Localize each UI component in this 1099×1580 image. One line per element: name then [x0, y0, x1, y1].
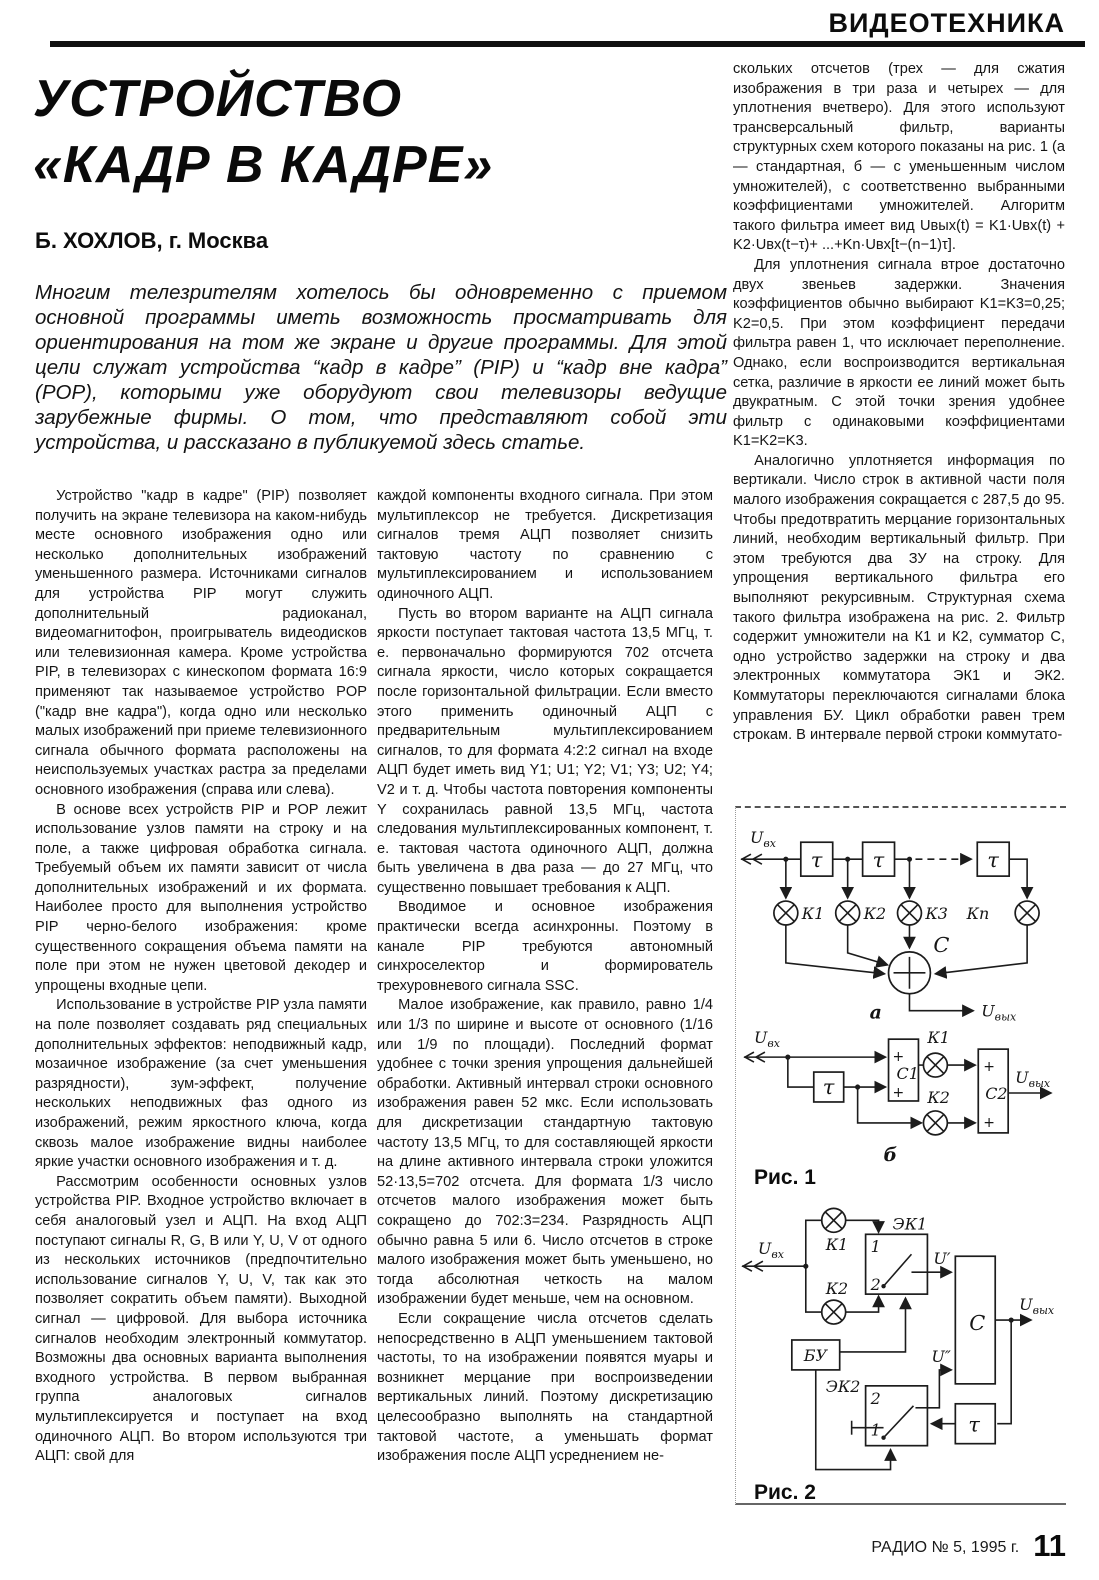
paragraph: Пусть во втором варианте на АЦП сигнала яркости поступает тактовая частота 13,5 МГц, т. е. первоначально формируются 702 отсчета сигнала яркости, число которых сокращается после горизонтальной фильтрации. Если вместо этого применить одиночный АЦП с предварительным мультиплексированием сигналов, то для формата 4:2:2 сигнал на входе АЦП будет иметь вид Y1; U1; Y2; V1; Y3; U2; Y4; V2 и т. д. Чтобы частота повторения компоненты Y сохранилась равной 13,5 МГц, частота следования мультиплексированных компонент, т. е. тактовая частота одиночного АЦП, должна быть увеличена в два раза — до 27 МГц, что существенно повышает требования к АЦП.: [377, 605, 713, 896]
footer-page-number: 11: [1033, 1528, 1066, 1563]
ek2-label: ЭК2: [825, 1376, 861, 1396]
paragraph: скольких отсчетов (трех — для сжатия изображения в три раза и четырех — для уплотнения вчетверо). Для этого используют трансверсальный фильтр, варианты структурных схем которого показаны на рис. 1 (а — стандартная, б — с уменьшенным числом умножителей), с соответственно выбранными коэффициентами умножителей. Алгоритм такого фильтра имеет вид Uвых(t) = K1·Uвх(t) + K2·Uвх(t−τ)+ ...+Kn·Uвх[t−(n−1)τ].: [733, 61, 1065, 254]
svg-text:+: +: [892, 1049, 905, 1066]
k1-label: К1: [801, 903, 825, 923]
ek1-label: ЭК1: [892, 1214, 928, 1234]
pivot-dot: [881, 1435, 885, 1439]
article-author: Б. ХОХЛОВ, г. Москва: [35, 228, 269, 253]
k1-label: К1: [825, 1235, 849, 1255]
header-rule: [50, 41, 1085, 47]
output-wire: [909, 994, 973, 1011]
input-wires: [742, 1220, 822, 1312]
summator-2: [978, 1049, 1051, 1133]
contact-1-label: 1: [870, 1237, 881, 1257]
ek2-switch: [826, 1377, 928, 1446]
fig1a-diagram: [736, 813, 1067, 1023]
switch-arm: [884, 1254, 912, 1286]
fig2-diagram: [736, 1192, 1067, 1480]
fig1-caption: Рис. 1: [754, 1166, 816, 1189]
column-2: [377, 487, 713, 1467]
sum-label: С: [969, 1311, 986, 1336]
summator-1: [889, 1039, 919, 1101]
svg-text:+: +: [983, 1114, 995, 1131]
u-dprime-label: U″: [931, 1346, 951, 1366]
switch-arm: [884, 1406, 914, 1438]
paragraph: Малое изображение, как правило, равно 1/4 или 1/3 по ширине и высоте от основного (1/16 или 1/9 по площади). Последний формат удобнее с точки зрения упрощения дальнейшей обработки. Активный интервал строки основного изображения равен 52 мкс. Если использовать для дискретизации стандартную тактовую частоту 13,5 МГц, то для составляющей яркости на длине активного интервала строки уложится 52·13,5=702 отсчета. Для формата 1/3 число отсчетов малого изображения может быть сокращено до 702:3=234. Разрядность АЦП обычно равна 5 или 6. Число отсчетов в строке малого изображения может быть уменьшено, но тогда абсолютная четкость на малом изображении будет меньше, чем на основном.: [377, 997, 713, 1308]
summator: [955, 1256, 995, 1384]
u-in-label: $U_{вх}$: [749, 828, 776, 851]
section-header: ВИДЕОТЕХНИКА: [828, 8, 1065, 38]
delay-chain: [801, 842, 1027, 898]
paragraph: Если сокращение числа отсчетов сделать непосредственно в АЦП уменьшением тактовой частоты, то на изображении появятся муары и возникнет мерцание при воспроизведении вертикальных линий. Поэтому дискретизацию целесообразно выполнять на стандартной тактовой частоте, а уменьшать формат изображения после АЦП усреднением не-: [377, 1310, 713, 1465]
column-1: [35, 487, 367, 1467]
column-3: [733, 60, 1065, 746]
u-out-label: $U_{вых}$: [1019, 1295, 1055, 1318]
tau-label: τ: [968, 1412, 980, 1437]
k2-label: К2: [927, 1087, 950, 1107]
article-title-line1: УСТРОЙСТВО: [33, 70, 403, 128]
contact-2-label: 2: [870, 1275, 881, 1295]
u-out-label: $U_{вых}$: [1015, 1068, 1051, 1091]
kn-label: Кn: [966, 903, 990, 923]
u-in-label: $U_{вх}$: [753, 1028, 780, 1051]
article-lead: Многим телезрителям хотелось бы одновременно с приемом основной программы иметь возможность просматривать для ориентирования на том же экране и другие программы. Для этой цели служат устройства “кадр в кадре” (PIP) и “кадр вне кадра” (POP), которыми уже оборудуют свои телевизоры ведущие зарубежные фирмы. О том, что представляют собой эти устройства, и рассказано в публикуемой здесь статье.: [35, 281, 727, 454]
k1-multiplier: [918, 1028, 975, 1077]
k2-multiplier: [923, 1088, 975, 1135]
paragraph: Для уплотнения сигнала втрое достаточно двух звеньев задержки. Значения коэффициентов обычно выбирают K1=K3=0,25; K2=0,5. При этом коэффициент передачи фильтра равен 1, что исключает переполнение. Однако, если воспроизводится вертикальная сетка, различие в яркости ее линий может быть двукратным. С этой точки зрения удобнее фильтр с одинаковыми коэффициентами K1=K2=K3.: [733, 256, 1065, 450]
svg-text:+: +: [892, 1084, 905, 1101]
bu-label: БУ: [803, 1345, 828, 1365]
output-feedback: [931, 1317, 1031, 1443]
k2-label: К2: [825, 1279, 849, 1299]
figure-panel: [735, 806, 1066, 1505]
u-in-label: $U_{вх}$: [757, 1239, 784, 1262]
k1-label: К1: [927, 1028, 950, 1048]
article-title: [33, 66, 733, 198]
sub-figure-a-label: а: [869, 1001, 882, 1023]
paragraph: Аналогично уплотняется информация по вертикали. Число строк в активной части поля малого изображения сокращается с 287,5 до 95. Чтобы предотвратить мерцание горизонтальных линий, необходим вертикальный фильтр. При этом требуются два ЗУ на строку. Для упрощения вертикального фильтра его выполняют рекурсивным. Структурная схема такого фильтра изображена на рис. 2. Фильтр содержит умножители на К1 и К2, сумматор С, одно устройство задержки на строку и два электронных коммутатора ЭК1 и ЭК2. Коммутаторы переключаются сигналами блока управления БУ. Цикл обработки равен трем строкам. В интервале первой строки коммутато-: [733, 452, 1065, 744]
contact-1-label: 1: [870, 1420, 881, 1440]
tau-label: τ: [872, 848, 885, 873]
sub-figure-b-label: б: [883, 1143, 898, 1165]
svg-text:+: +: [983, 1059, 995, 1076]
fig1b-diagram: [736, 1023, 1067, 1165]
contact-2-label: 2: [870, 1388, 881, 1408]
page-footer: [660, 1528, 1066, 1564]
footer-journal: РАДИО № 5, 1995 г.: [871, 1539, 1020, 1556]
paragraph: Устройство "кадр в кадре" (PIP) позволяет получить на экране телевизора на каком-нибудь месте основного изображения одно или несколько дополнительных изображений уменьшенного размера. Источниками сигналов для устройства PIP могут служить дополнительный радиоканал, видеомагнитофон, проигрыватель видеодисков или телевизионная камера. Кроме устройства PIP, в телевизорах с кинескопом формата 16:9 применяют так называемое устройство POP ("кадр вне кадра"), когда одно или несколько малых изображений при приеме телевизионного сигнала обычного формата расположены на неиспользуемых участках растра за пределами основного изображения (справа или слева).: [35, 488, 367, 798]
tau-label: τ: [987, 848, 999, 873]
sum2-label: С2: [985, 1083, 1008, 1103]
tau-label: τ: [810, 848, 823, 873]
sum-label: С: [933, 932, 950, 957]
paragraph: В основе всех устройств PIP и POP лежит использование узлов памяти на строку и на поле, а также цифровая обработка сигнала. Требуемый объем их памяти зависит от числа дополнительных изображений и их формата. Наиболее просто для выполнения устройство PIP черно-белого изображения: кроме существенного сокращения объема памяти на поле при этом не нужен цветовой декодер и упрощены входные цепи.: [35, 801, 367, 994]
k2-label: К2: [863, 903, 887, 923]
tau-label: τ: [822, 1075, 835, 1099]
pivot-dot: [881, 1284, 885, 1288]
paragraph: Вводимое и основное изображения практически всегда асинхронны. Поэтому в канале PIP требуются автономный синхроселектор и формирователь трехуровневого сигнала SSC.: [377, 899, 713, 994]
ek1-switch: [866, 1214, 928, 1294]
paragraph: Использование в устройстве PIP узла памяти на поле позволяет создавать ряд специальных дополнительных эффектов: неподвижный кадр, мозаичное изображение (за счет уменьшения разрядности), зум-эффект, получение нескольких неподвижных фаз одного из изображений, режим яркостного ключа, когда сквозь малое изображение видны наиболее яркие участки основного изображения и т. д.: [35, 997, 367, 1171]
fig2-caption: Рис. 2: [754, 1481, 816, 1504]
summator: [786, 925, 1027, 994]
input-wire: [741, 854, 801, 864]
sum1-label: С1: [896, 1064, 919, 1084]
paragraph: каждой компоненты входного сигнала. При этом мультиплексор не требуется. Дискретизация сигналов тремя АЦП позволяет снизить тактовую частоту по сравнению с мультиплексированием и использованием одиночного АЦП.: [377, 488, 713, 602]
paragraph: Рассмотрим особенности основных узлов устройства PIP. Входное устройство включает в себя аналоговый узел и АЦП. На вход АЦП поступают сигналы R, G, B или Y, U, V от одного из нескольких источников (предпочтительно использование сигналов Y, U, V, так как это позволяет сократить объем памяти). Выходной сигнал — цифровой. Для выбора источника сигналов необходим электронный коммутатор. Возможны два основных варианта выполнения входного устройства. В первом выбранная группа аналоговых сигналов мультиплексируется и поступает на вход одиночного АЦП. Во втором используются три АЦП: свой для: [35, 1173, 367, 1465]
article-title-line2: «КАДР В КАДРЕ»: [33, 136, 494, 194]
u-prime-label: U′: [933, 1249, 951, 1269]
u-out-label: $U_{вых}$: [981, 1001, 1017, 1023]
k3-label: К3: [925, 903, 948, 923]
